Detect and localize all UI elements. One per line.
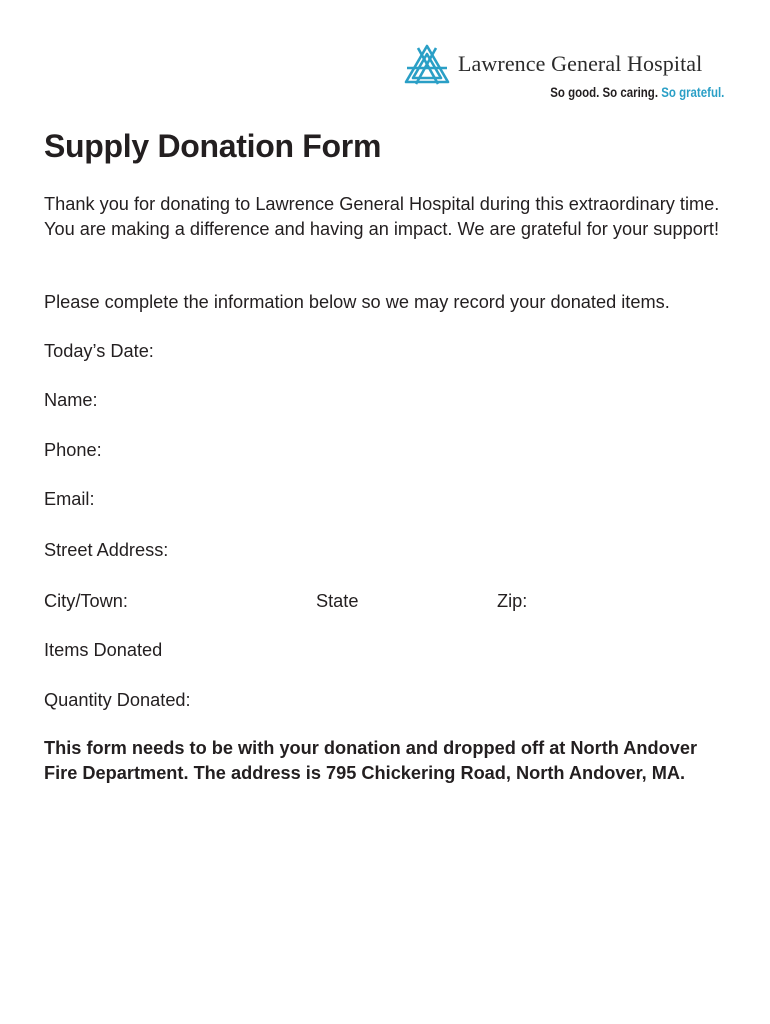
hospital-logo xyxy=(404,44,734,106)
zip-label: Zip: xyxy=(497,591,528,611)
page-title: Supply Donation Form xyxy=(44,128,382,164)
org-name: Lawrence General Hospital xyxy=(458,51,703,76)
items-donated-label: Items Donated xyxy=(44,640,163,660)
state-label: State xyxy=(316,591,359,611)
tagline-main: So good. So caring. xyxy=(549,84,658,100)
street-address-label: Street Address: xyxy=(44,540,169,560)
tagline xyxy=(550,84,724,100)
hospital-logo-icon xyxy=(404,44,450,86)
date-label: Today’s Date: xyxy=(44,341,154,361)
quantity-donated-label: Quantity Donated: xyxy=(44,690,191,710)
tagline-accent: So grateful. xyxy=(660,84,724,100)
email-label: Email: xyxy=(44,489,95,509)
instructions-text: Please complete the information below so we may record your donated items. xyxy=(44,292,670,312)
city-label: City/Town: xyxy=(44,591,128,611)
dropoff-note: This form needs to be with your donation and dropped off at North Andover Fire Department. The address is 795 Chickering Road, North Andover, MA. xyxy=(44,738,698,783)
name-label: Name: xyxy=(44,390,98,410)
intro-text: Thank you for donating to Lawrence General Hospital during this extraordinary time. You are making a difference and having an impact. We are grateful for your support! xyxy=(44,194,720,239)
phone-label: Phone: xyxy=(44,440,102,460)
